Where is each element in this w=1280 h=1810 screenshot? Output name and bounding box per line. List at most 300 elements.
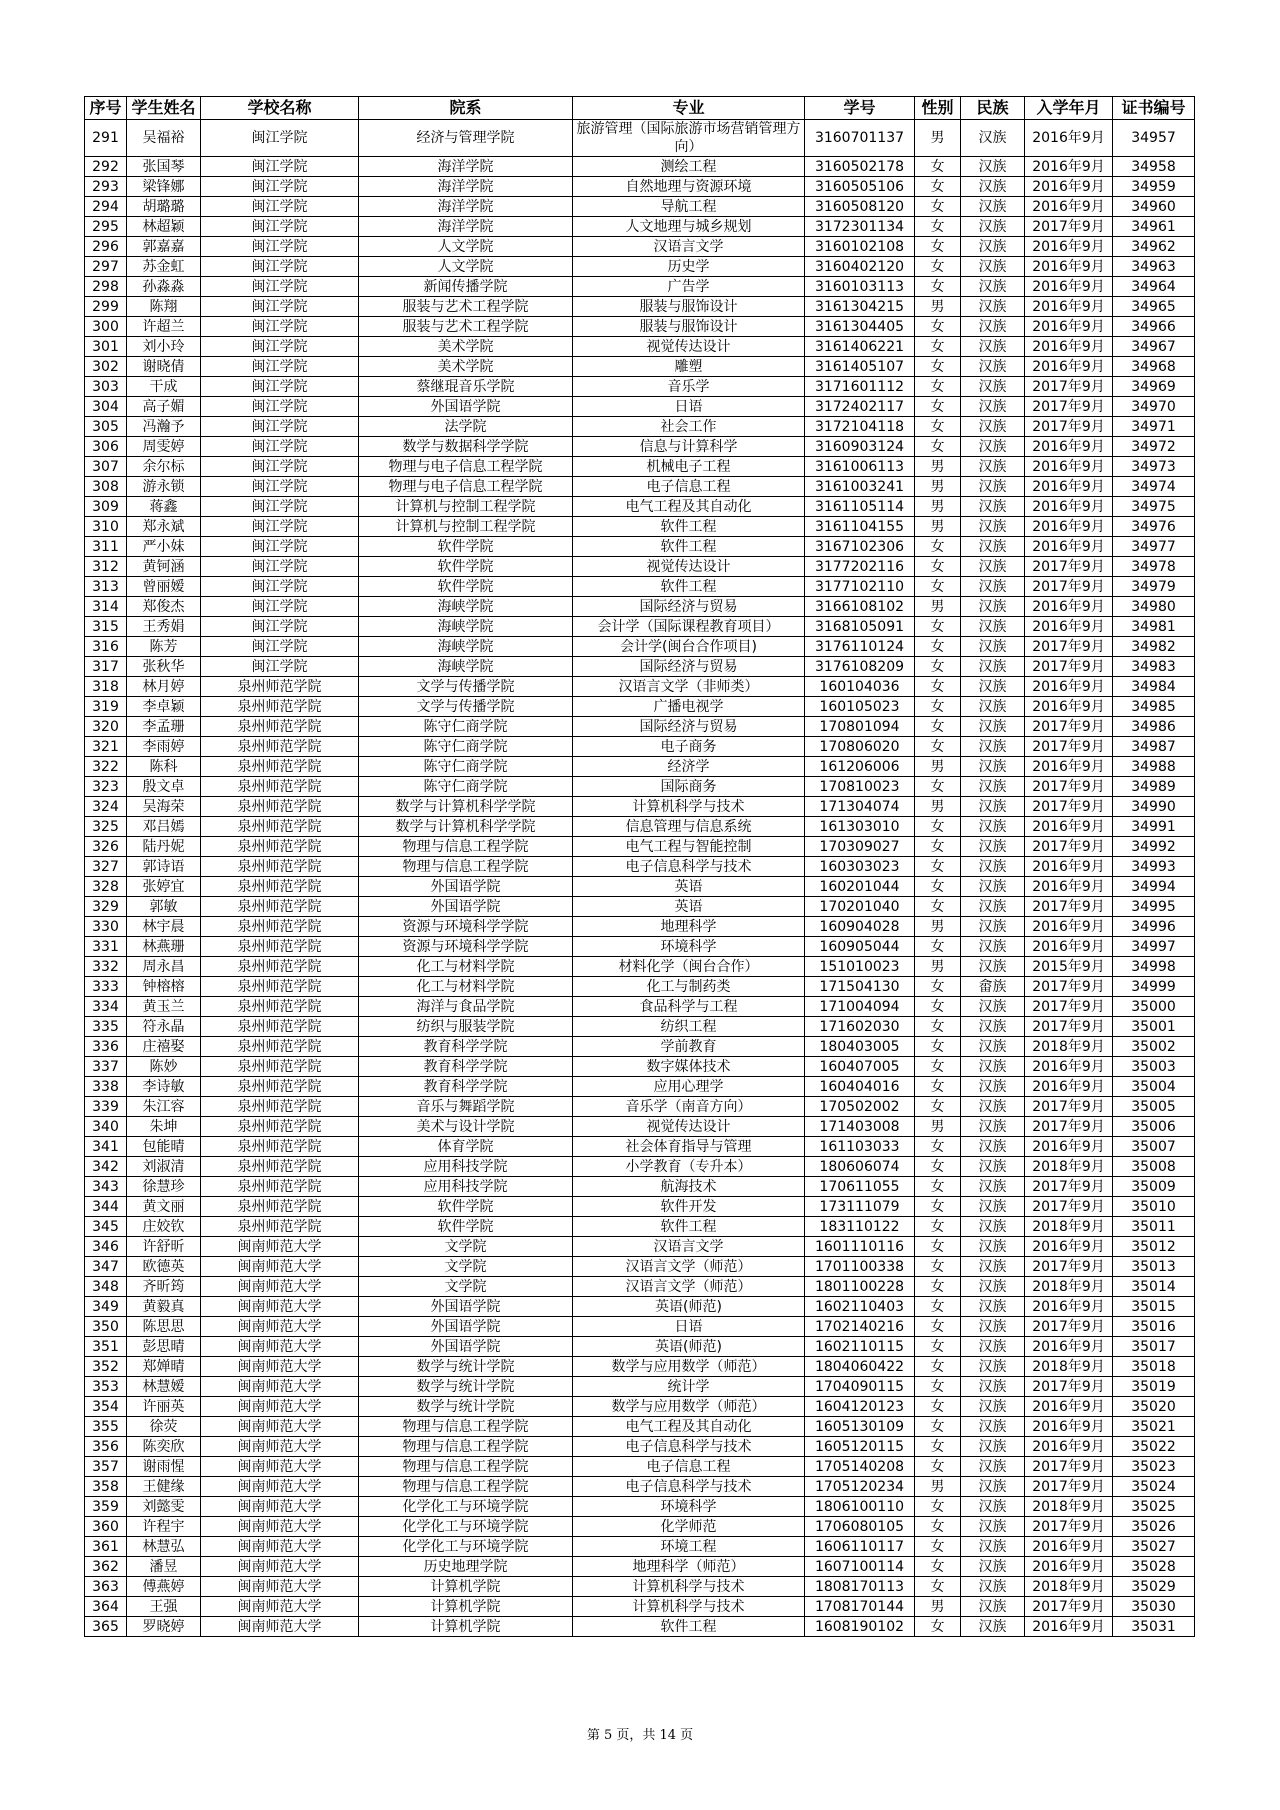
cell-gender: 女 [915, 1017, 961, 1037]
cell-seq: 329 [85, 897, 127, 917]
cell-major: 历史学 [573, 257, 805, 277]
cell-certificate: 35016 [1113, 1317, 1195, 1337]
cell-enrollment: 2016年9月 [1025, 1337, 1113, 1357]
cell-major: 社会体育指导与管理 [573, 1137, 805, 1157]
cell-enrollment: 2016年9月 [1025, 697, 1113, 717]
cell-school: 泉州师范学院 [201, 737, 359, 757]
cell-name: 许舒昕 [127, 1237, 201, 1257]
cell-faculty: 物理与信息工程学院 [359, 1417, 573, 1437]
cell-name: 徐荧 [127, 1417, 201, 1437]
cell-major: 音乐学 [573, 377, 805, 397]
cell-major: 材料化学（闽台合作） [573, 957, 805, 977]
cell-name: 庄姣钦 [127, 1217, 201, 1237]
cell-certificate: 34982 [1113, 637, 1195, 657]
cell-faculty: 数学与计算机科学学院 [359, 797, 573, 817]
cell-faculty: 软件学院 [359, 1197, 573, 1217]
cell-enrollment: 2016年9月 [1025, 437, 1113, 457]
cell-student-id: 3160103113 [805, 277, 915, 297]
cell-certificate: 35023 [1113, 1457, 1195, 1477]
cell-major: 地理科学 [573, 917, 805, 937]
cell-enrollment: 2016年9月 [1025, 197, 1113, 217]
cell-ethnicity: 汉族 [961, 1477, 1025, 1497]
cell-enrollment: 2016年9月 [1025, 917, 1113, 937]
cell-certificate: 34965 [1113, 297, 1195, 317]
cell-seq: 343 [85, 1177, 127, 1197]
cell-ethnicity: 汉族 [961, 857, 1025, 877]
cell-faculty: 法学院 [359, 417, 573, 437]
cell-school: 泉州师范学院 [201, 1177, 359, 1197]
cell-enrollment: 2018年9月 [1025, 1497, 1113, 1517]
cell-name: 陈科 [127, 757, 201, 777]
cell-student-id: 3160502178 [805, 157, 915, 177]
cell-seq: 301 [85, 337, 127, 357]
table-row [85, 957, 1195, 977]
cell-ethnicity: 汉族 [961, 297, 1025, 317]
table-row [85, 637, 1195, 657]
cell-school: 闽江学院 [201, 397, 359, 417]
cell-school: 泉州师范学院 [201, 1037, 359, 1057]
cell-student-id: 170806020 [805, 737, 915, 757]
cell-faculty: 经济与管理学院 [359, 120, 573, 157]
cell-gender: 女 [915, 897, 961, 917]
cell-gender: 男 [915, 457, 961, 477]
cell-student-id: 1601110116 [805, 1237, 915, 1257]
cell-certificate: 34969 [1113, 377, 1195, 397]
cell-name: 黄钶涵 [127, 557, 201, 577]
cell-seq: 311 [85, 537, 127, 557]
cell-student-id: 3176108209 [805, 657, 915, 677]
cell-faculty: 数学与统计学院 [359, 1397, 573, 1417]
cell-enrollment: 2016年9月 [1025, 1237, 1113, 1257]
cell-name: 陈翔 [127, 297, 201, 317]
cell-certificate: 34967 [1113, 337, 1195, 357]
cell-certificate: 35028 [1113, 1557, 1195, 1577]
cell-enrollment: 2017年9月 [1025, 1177, 1113, 1197]
cell-school: 泉州师范学院 [201, 797, 359, 817]
cell-school: 闽江学院 [201, 217, 359, 237]
table-row [85, 1217, 1195, 1237]
table-row [85, 1617, 1195, 1637]
cell-name: 梁锋娜 [127, 177, 201, 197]
cell-gender: 女 [915, 637, 961, 657]
cell-enrollment: 2016年9月 [1025, 1057, 1113, 1077]
cell-certificate: 34975 [1113, 497, 1195, 517]
cell-student-id: 3161406221 [805, 337, 915, 357]
cell-major: 英语 [573, 897, 805, 917]
cell-certificate: 35022 [1113, 1437, 1195, 1457]
cell-name: 朱江容 [127, 1097, 201, 1117]
cell-faculty: 陈守仁商学院 [359, 717, 573, 737]
cell-enrollment: 2016年9月 [1025, 257, 1113, 277]
cell-name: 林超颖 [127, 217, 201, 237]
cell-certificate: 34977 [1113, 537, 1195, 557]
cell-student-id: 171504130 [805, 977, 915, 997]
cell-school: 泉州师范学院 [201, 1157, 359, 1177]
cell-name: 蒋鑫 [127, 497, 201, 517]
cell-seq: 342 [85, 1157, 127, 1177]
cell-certificate: 35005 [1113, 1097, 1195, 1117]
cell-student-id: 160404016 [805, 1077, 915, 1097]
table-row [85, 297, 1195, 317]
cell-enrollment: 2016年9月 [1025, 357, 1113, 377]
table-row [85, 777, 1195, 797]
cell-school: 闽南师范大学 [201, 1257, 359, 1277]
cell-school: 闽南师范大学 [201, 1557, 359, 1577]
cell-ethnicity: 汉族 [961, 1177, 1025, 1197]
cell-ethnicity: 汉族 [961, 1337, 1025, 1357]
table-row [85, 157, 1195, 177]
table-row [85, 1397, 1195, 1417]
cell-ethnicity: 汉族 [961, 517, 1025, 537]
cell-faculty: 数学与计算机科学学院 [359, 817, 573, 837]
cell-major: 软件工程 [573, 1217, 805, 1237]
cell-major: 电子信息科学与技术 [573, 857, 805, 877]
cell-ethnicity: 汉族 [961, 1097, 1025, 1117]
cell-gender: 女 [915, 437, 961, 457]
cell-name: 林慧嫒 [127, 1377, 201, 1397]
cell-certificate: 34994 [1113, 877, 1195, 897]
cell-certificate: 34973 [1113, 457, 1195, 477]
cell-school: 闽南师范大学 [201, 1337, 359, 1357]
cell-name: 许超兰 [127, 317, 201, 337]
cell-seq: 307 [85, 457, 127, 477]
cell-faculty: 软件学院 [359, 577, 573, 597]
cell-ethnicity: 汉族 [961, 157, 1025, 177]
cell-faculty: 外国语学院 [359, 397, 573, 417]
cell-gender: 女 [915, 417, 961, 437]
cell-enrollment: 2016年9月 [1025, 1417, 1113, 1437]
cell-name: 干成 [127, 377, 201, 397]
cell-enrollment: 2016年9月 [1025, 1297, 1113, 1317]
cell-major: 广播电视学 [573, 697, 805, 717]
cell-faculty: 外国语学院 [359, 897, 573, 917]
cell-certificate: 34988 [1113, 757, 1195, 777]
cell-student-id: 170201040 [805, 897, 915, 917]
cell-major: 视觉传达设计 [573, 337, 805, 357]
cell-seq: 331 [85, 937, 127, 957]
cell-ethnicity: 汉族 [961, 457, 1025, 477]
cell-major: 软件工程 [573, 537, 805, 557]
cell-gender: 女 [915, 1457, 961, 1477]
cell-enrollment: 2017年9月 [1025, 1117, 1113, 1137]
cell-seq: 334 [85, 997, 127, 1017]
cell-seq: 303 [85, 377, 127, 397]
cell-faculty: 计算机与控制工程学院 [359, 497, 573, 517]
cell-student-id: 3172301134 [805, 217, 915, 237]
table-row [85, 277, 1195, 297]
cell-seq: 318 [85, 677, 127, 697]
cell-seq: 299 [85, 297, 127, 317]
cell-faculty: 软件学院 [359, 557, 573, 577]
cell-certificate: 34983 [1113, 657, 1195, 677]
table-row [85, 1337, 1195, 1357]
cell-name: 王健缘 [127, 1477, 201, 1497]
cell-ethnicity: 汉族 [961, 197, 1025, 217]
cell-gender: 女 [915, 377, 961, 397]
cell-enrollment: 2017年9月 [1025, 637, 1113, 657]
cell-faculty: 美术学院 [359, 357, 573, 377]
cell-name: 欧德英 [127, 1257, 201, 1277]
cell-student-id: 171304074 [805, 797, 915, 817]
cell-seq: 338 [85, 1077, 127, 1097]
cell-name: 苏金虹 [127, 257, 201, 277]
cell-school: 闽江学院 [201, 477, 359, 497]
table-row [85, 1297, 1195, 1317]
cell-student-id: 171602030 [805, 1017, 915, 1037]
cell-certificate: 35003 [1113, 1057, 1195, 1077]
table-row [85, 417, 1195, 437]
cell-ethnicity: 汉族 [961, 1577, 1025, 1597]
table-row [85, 437, 1195, 457]
cell-student-id: 1604120123 [805, 1397, 915, 1417]
cell-major: 食品科学与工程 [573, 997, 805, 1017]
cell-faculty: 应用科技学院 [359, 1157, 573, 1177]
cell-gender: 女 [915, 697, 961, 717]
cell-enrollment: 2017年9月 [1025, 397, 1113, 417]
cell-faculty: 海洋学院 [359, 177, 573, 197]
cell-major: 环境工程 [573, 1537, 805, 1557]
cell-name: 胡璐璐 [127, 197, 201, 217]
cell-faculty: 海峡学院 [359, 597, 573, 617]
cell-name: 刘小玲 [127, 337, 201, 357]
cell-gender: 女 [915, 937, 961, 957]
cell-certificate: 34980 [1113, 597, 1195, 617]
cell-ethnicity: 汉族 [961, 357, 1025, 377]
cell-enrollment: 2017年9月 [1025, 1597, 1113, 1617]
cell-ethnicity: 汉族 [961, 537, 1025, 557]
page-footer [0, 1724, 1280, 1743]
cell-faculty: 教育科学学院 [359, 1057, 573, 1077]
cell-student-id: 1606110117 [805, 1537, 915, 1557]
cell-seq: 315 [85, 617, 127, 637]
cell-ethnicity: 汉族 [961, 837, 1025, 857]
cell-major: 电子信息工程 [573, 1457, 805, 1477]
cell-certificate: 35029 [1113, 1577, 1195, 1597]
cell-seq: 353 [85, 1377, 127, 1397]
cell-ethnicity: 汉族 [961, 1297, 1025, 1317]
cell-enrollment: 2017年9月 [1025, 657, 1113, 677]
cell-school: 闽南师范大学 [201, 1237, 359, 1257]
cell-ethnicity: 汉族 [961, 1317, 1025, 1337]
cell-major: 化工与制药类 [573, 977, 805, 997]
cell-certificate: 35004 [1113, 1077, 1195, 1097]
table-row [85, 120, 1195, 157]
cell-student-id: 151010023 [805, 957, 915, 977]
cell-seq: 337 [85, 1057, 127, 1077]
table-row [85, 1017, 1195, 1037]
cell-seq: 359 [85, 1497, 127, 1517]
table-row [85, 837, 1195, 857]
cell-school: 闽南师范大学 [201, 1597, 359, 1617]
cell-name: 吴海荣 [127, 797, 201, 817]
cell-name: 游永锁 [127, 477, 201, 497]
cell-major: 雕塑 [573, 357, 805, 377]
header-major: 专业 [573, 97, 805, 120]
cell-major: 国际经济与贸易 [573, 597, 805, 617]
cell-certificate: 35000 [1113, 997, 1195, 1017]
cell-faculty: 蔡继琨音乐学院 [359, 377, 573, 397]
table-row [85, 357, 1195, 377]
cell-gender: 女 [915, 877, 961, 897]
cell-faculty: 物理与信息工程学院 [359, 1437, 573, 1457]
cell-school: 闽江学院 [201, 597, 359, 617]
cell-seq: 294 [85, 197, 127, 217]
table-header-row [85, 97, 1195, 120]
cell-school: 泉州师范学院 [201, 1017, 359, 1037]
cell-gender: 女 [915, 977, 961, 997]
cell-school: 闽江学院 [201, 257, 359, 277]
table-row [85, 537, 1195, 557]
cell-name: 黄玉兰 [127, 997, 201, 1017]
cell-name: 林宇晨 [127, 917, 201, 937]
cell-name: 谢晓倩 [127, 357, 201, 377]
cell-student-id: 1804060422 [805, 1357, 915, 1377]
cell-gender: 女 [915, 1077, 961, 1097]
cell-ethnicity: 汉族 [961, 217, 1025, 237]
cell-student-id: 3160508120 [805, 197, 915, 217]
cell-faculty: 文学与传播学院 [359, 677, 573, 697]
cell-enrollment: 2016年9月 [1025, 1397, 1113, 1417]
cell-seq: 292 [85, 157, 127, 177]
cell-school: 泉州师范学院 [201, 957, 359, 977]
cell-seq: 298 [85, 277, 127, 297]
cell-gender: 男 [915, 477, 961, 497]
cell-school: 闽江学院 [201, 177, 359, 197]
cell-faculty: 物理与信息工程学院 [359, 837, 573, 857]
cell-seq: 317 [85, 657, 127, 677]
cell-name: 黄毅真 [127, 1297, 201, 1317]
cell-enrollment: 2016年9月 [1025, 237, 1113, 257]
cell-student-id: 160904028 [805, 917, 915, 937]
cell-ethnicity: 汉族 [961, 477, 1025, 497]
cell-school: 闽江学院 [201, 437, 359, 457]
cell-certificate: 35015 [1113, 1297, 1195, 1317]
cell-ethnicity: 汉族 [961, 1457, 1025, 1477]
cell-gender: 女 [915, 1537, 961, 1557]
cell-gender: 男 [915, 917, 961, 937]
cell-major: 汉语言文学 [573, 237, 805, 257]
cell-seq: 341 [85, 1137, 127, 1157]
table-row [85, 1557, 1195, 1577]
table-row [85, 477, 1195, 497]
cell-gender: 女 [915, 857, 961, 877]
cell-student-id: 1706080105 [805, 1517, 915, 1537]
cell-major: 数字媒体技术 [573, 1057, 805, 1077]
cell-gender: 女 [915, 997, 961, 1017]
cell-ethnicity: 汉族 [961, 557, 1025, 577]
cell-seq: 297 [85, 257, 127, 277]
cell-student-id: 1705120234 [805, 1477, 915, 1497]
cell-name: 符永晶 [127, 1017, 201, 1037]
cell-major: 统计学 [573, 1377, 805, 1397]
cell-ethnicity: 汉族 [961, 257, 1025, 277]
cell-name: 李诗敏 [127, 1077, 201, 1097]
cell-gender: 女 [915, 1497, 961, 1517]
cell-school: 闽江学院 [201, 537, 359, 557]
cell-major: 视觉传达设计 [573, 1117, 805, 1137]
cell-major: 计算机科学与技术 [573, 1577, 805, 1597]
cell-seq: 330 [85, 917, 127, 937]
table-row [85, 857, 1195, 877]
table-row [85, 977, 1195, 997]
cell-certificate: 35017 [1113, 1337, 1195, 1357]
cell-faculty: 海峡学院 [359, 637, 573, 657]
cell-certificate: 35031 [1113, 1617, 1195, 1637]
cell-certificate: 34972 [1113, 437, 1195, 457]
cell-gender: 女 [915, 1317, 961, 1337]
cell-seq: 328 [85, 877, 127, 897]
cell-enrollment: 2016年9月 [1025, 1077, 1113, 1097]
cell-faculty: 新闻传播学院 [359, 277, 573, 297]
cell-student-id: 3161105114 [805, 497, 915, 517]
cell-major: 信息与计算科学 [573, 437, 805, 457]
cell-name: 许丽英 [127, 1397, 201, 1417]
cell-certificate: 34993 [1113, 857, 1195, 877]
cell-name: 严小妹 [127, 537, 201, 557]
cell-major: 日语 [573, 397, 805, 417]
cell-seq: 348 [85, 1277, 127, 1297]
cell-major: 电子信息科学与技术 [573, 1477, 805, 1497]
table-row [85, 737, 1195, 757]
cell-name: 刘懿雯 [127, 1497, 201, 1517]
cell-gender: 男 [915, 1597, 961, 1617]
cell-certificate: 34998 [1113, 957, 1195, 977]
cell-name: 周永昌 [127, 957, 201, 977]
cell-faculty: 海洋学院 [359, 157, 573, 177]
cell-faculty: 海峡学院 [359, 657, 573, 677]
cell-gender: 女 [915, 317, 961, 337]
cell-major: 英语(师范) [573, 1337, 805, 1357]
cell-name: 陈思思 [127, 1317, 201, 1337]
cell-seq: 352 [85, 1357, 127, 1377]
cell-faculty: 美术学院 [359, 337, 573, 357]
cell-gender: 女 [915, 777, 961, 797]
cell-faculty: 物理与信息工程学院 [359, 1477, 573, 1497]
cell-certificate: 34963 [1113, 257, 1195, 277]
cell-name: 郭诗语 [127, 857, 201, 877]
cell-student-id: 3172402117 [805, 397, 915, 417]
cell-ethnicity: 汉族 [961, 677, 1025, 697]
cell-school: 闽江学院 [201, 277, 359, 297]
cell-certificate: 34999 [1113, 977, 1195, 997]
cell-certificate: 34974 [1113, 477, 1195, 497]
cell-seq: 362 [85, 1557, 127, 1577]
cell-school: 闽南师范大学 [201, 1377, 359, 1397]
cell-name: 林燕珊 [127, 937, 201, 957]
cell-seq: 291 [85, 120, 127, 157]
cell-faculty: 计算机学院 [359, 1617, 573, 1637]
cell-gender: 女 [915, 817, 961, 837]
cell-school: 闽南师范大学 [201, 1477, 359, 1497]
cell-student-id: 1605130109 [805, 1417, 915, 1437]
cell-enrollment: 2016年9月 [1025, 537, 1113, 557]
cell-major: 英语 [573, 877, 805, 897]
cell-seq: 324 [85, 797, 127, 817]
cell-seq: 344 [85, 1197, 127, 1217]
cell-gender: 女 [915, 1297, 961, 1317]
cell-gender: 女 [915, 837, 961, 857]
cell-certificate: 34959 [1113, 177, 1195, 197]
cell-ethnicity: 汉族 [961, 277, 1025, 297]
cell-major: 学前教育 [573, 1037, 805, 1057]
cell-ethnicity: 汉族 [961, 1597, 1025, 1617]
cell-gender: 女 [915, 257, 961, 277]
cell-certificate: 35006 [1113, 1117, 1195, 1137]
cell-seq: 306 [85, 437, 127, 457]
cell-school: 泉州师范学院 [201, 697, 359, 717]
cell-student-id: 170309027 [805, 837, 915, 857]
cell-student-id: 160105023 [805, 697, 915, 717]
